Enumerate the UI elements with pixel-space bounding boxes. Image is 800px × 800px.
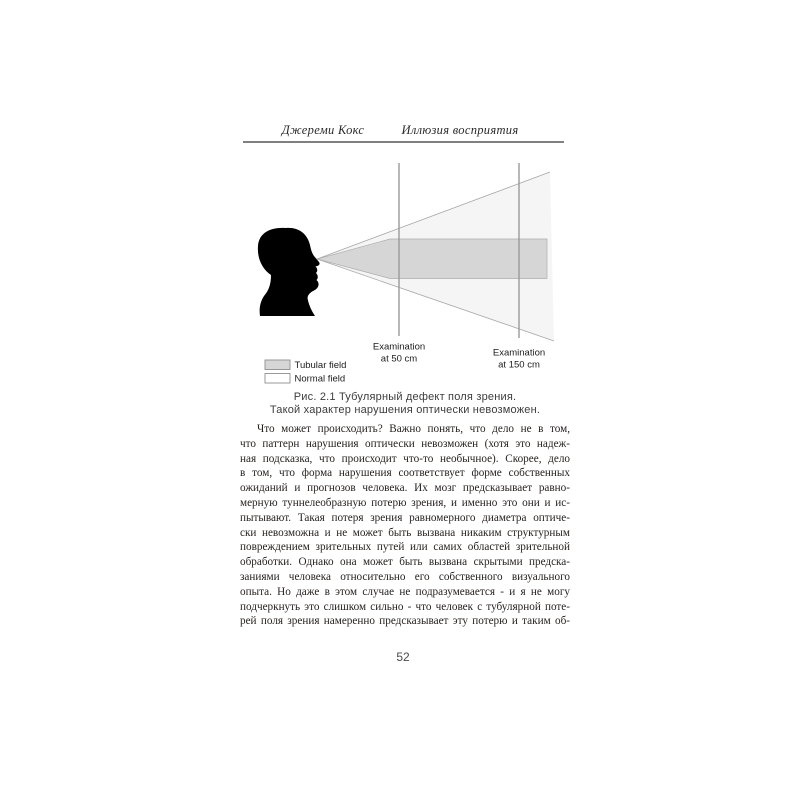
- body-text-line: обработки. Однако она может быть вызвана скрытыми предска-: [240, 556, 570, 569]
- exam-50cm-label-line2: at 50 cm: [380, 353, 418, 365]
- header-rule: [243, 141, 564, 143]
- figure-caption-line2: Такой характер нарушения оптически невозможен.: [269, 404, 541, 416]
- legend-swatch-normal: [265, 374, 290, 384]
- figure-caption-line1: Рис. 2.1 Тубулярный дефект поля зрения.: [293, 391, 517, 403]
- body-text-line: пытывают. Такая потеря зрения равномерного диаметра оптиче-: [240, 511, 570, 524]
- page-number: 52: [396, 650, 410, 664]
- body-text-line: ски невозможна и не может быть вызвана никаким структурным: [240, 526, 570, 539]
- body-text-line: ная подсказка, что происходит что-то необычное). Скорее, дело: [240, 452, 570, 465]
- body-text-line: заниями человека относительно его собственного визуального: [240, 570, 570, 583]
- body-text: [240, 422, 570, 629]
- body-text-line: ожиданий и прогнозов человека. Их мозг предсказывает равно-: [240, 482, 570, 495]
- legend-label-tubular: Tubular field: [294, 360, 347, 371]
- vision-field-diagram: [250, 158, 580, 385]
- header-book-title: Иллюзия восприятия: [401, 123, 519, 137]
- body-text-line: рей поля зрения намеренно предсказывает эту потерю и таким об-: [240, 615, 570, 628]
- body-text-line: опыта. Но даже в этом случае не подразумевается - и я не могу: [240, 585, 570, 598]
- header-author: Джереми Кокс: [281, 123, 365, 137]
- legend-swatch-tubular: [265, 360, 290, 370]
- exam-50cm-label-line1: Examination: [372, 341, 426, 353]
- body-text-line: в том, что форма нарушения соответствует форме собственных: [240, 467, 570, 480]
- head-silhouette: [258, 228, 320, 316]
- body-text-line: что паттерн нарушения оптически невозможен (хотя это надеж-: [240, 437, 570, 450]
- exam-150cm-label-line1: Examination: [492, 347, 546, 359]
- body-text-line: подчеркнуть это слишком сильно - что человек с тубулярной поте-: [240, 600, 570, 613]
- legend-label-normal: Normal field: [294, 373, 346, 385]
- figure-tubular-field-diagram: [250, 158, 580, 385]
- tubular-field-band: [317, 239, 547, 279]
- body-text-line: повреждением зрительных путей или самих областей зрительной: [240, 541, 570, 554]
- body-text-line: Что может происходить? Важно понять, что дело не в том,: [257, 423, 570, 435]
- body-text-line: мерную туннелеобразную потерю зрения, и именно это они и ис-: [240, 496, 570, 509]
- exam-150cm-label-line2: at 150 cm: [498, 359, 540, 371]
